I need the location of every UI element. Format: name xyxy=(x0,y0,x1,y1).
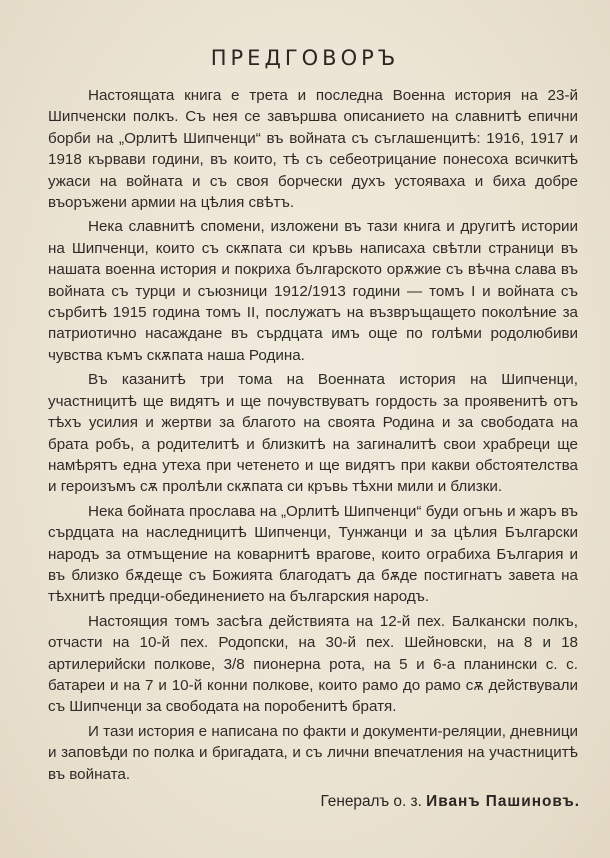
paragraph-4: Нека бойната прослава на „Орлитѣ Шипченци“ буди огънь и жаръ въ сърдцата на наследницитѣ Шипченци, Тунжанци и за цѣлия Български народъ за отмъщение на коварнитѣ врагове, които ограбиха България и въ близко бѫдеще съ Божията благодатъ да бѫде постигнатъ завета на тѣхнитѣ предци-обединението на българския народъ. xyxy=(48,502,578,606)
paragraph-5: Настоящия томъ засѣга действията на 12-й пех. Балкански полкъ, отчасти на 10-й пех. Родопски, на 30-й пех. Шейновски, на 8 и 18 артилерийски полкове, 3/8 пионерна рота, на 5 и 6-а планински с. с. батареи и на 7 и 10-й конни полкове, които рамо до рамо сѫ действували съ Шипченци за свободата на поробенитѣ братя. xyxy=(48,612,578,716)
page-title: ПРЕДГОВОРЪ xyxy=(210,46,400,70)
paragraph-2: Нека славнитѣ спомени, изложени въ тази книга и другитѣ истории на Шипченци, които съ скѫпата си кръвь написаха свѣтли страници въ нашата военна история и покриха българското орѫжие съ вѣчна слава въ войната съ турци и съюзници 1912/1913 години — томъ I и войната съ сърбитѣ 1915 година томъ II, послужатъ на възвръщащето поколѣние за патриотично насаждане въ сърдцата имъ още по голѣми родолюбиви чувства къмъ скѫпата наша Родина. xyxy=(48,218,578,364)
paragraph-6: И тази история е написана по факти и документи-реляции, дневници и заповѣди по полка и бригадата, и съ лични впечатления на участницитѣ въ войната. xyxy=(48,722,578,783)
signature-name: Иванъ Пашиновъ. xyxy=(426,793,580,810)
paragraph-3: Въ казанитѣ три тома на Военната история на Шипченци, участницитѣ ще видятъ и ще почувствуватъ гордость за проявенитѣ отъ тѣхъ усилия и жертви за благото на своята Родина и за свободата на брата робъ, а родителитѣ и близкитѣ на загиналитѣ свои храбреци ще намѣрятъ една утеха при четенето и ще видятъ при какви обстоятелства и героизъмъ сѫ пролѣли скѫпата си кръвь тѣхни мили и близки. xyxy=(48,371,578,496)
signature xyxy=(0,793,580,811)
paragraph-1: Настоящата книга е трета и последна Военна история на 23-й Шипченски полкъ. Съ нея се завършва описанието на славнитѣ епични борби на „Орлитѣ Шипченци“ въ войната съ съглашенцитѣ: 1916, 1917 и 1918 кървави години, въ които, тѣ съ себеотрицание понесоха всичкитѣ ужаси на войната и съ своя борчески духъ устояваха и биха добре въоръжени армии на цѣлия свѣтъ. xyxy=(48,87,578,212)
preface-body xyxy=(48,85,578,788)
signature-rank: Генералъ о. з. xyxy=(320,793,422,810)
